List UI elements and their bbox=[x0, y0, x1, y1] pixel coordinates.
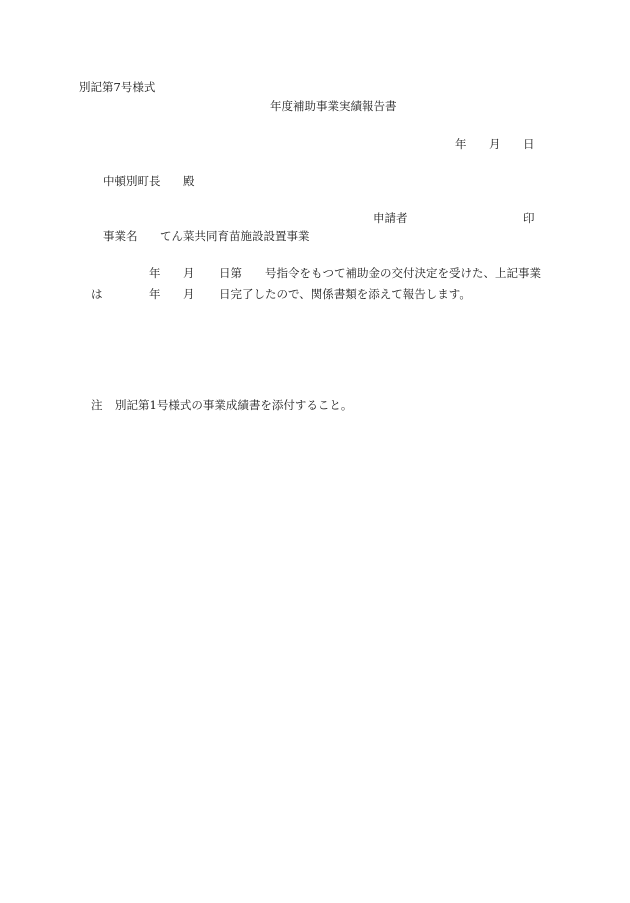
applicant-label: 申請者 bbox=[373, 211, 408, 225]
body-line2-year: 年 bbox=[149, 287, 161, 301]
note-text: 別記第1号様式の事業成績書を添付すること。 bbox=[115, 398, 353, 412]
body-line1-day-number: 日第 bbox=[219, 266, 242, 280]
date-year-label: 年 bbox=[455, 137, 467, 151]
project-name: てん菜共同育苗施設設置事業 bbox=[160, 229, 310, 243]
project-label: 事業名 bbox=[103, 229, 138, 243]
date-month-label: 月 bbox=[489, 137, 501, 151]
seal-mark: 印 bbox=[523, 211, 535, 225]
body-line2-text: 日完了したので、関係書類を添えて報告します。 bbox=[219, 287, 471, 301]
date-day-label: 日 bbox=[523, 137, 535, 151]
body-line2-particle: は bbox=[91, 287, 103, 301]
addressee-name: 中頓別町長 bbox=[103, 174, 161, 188]
note-label: 注 bbox=[91, 398, 103, 412]
body-line1-text: 号指令をもつて補助金の交付決定を受けた、上記事業 bbox=[265, 266, 541, 280]
document-title: 年度補助事業実績報告書 bbox=[270, 99, 397, 113]
body-line1-month: 月 bbox=[183, 266, 195, 280]
form-number: 別記第7号様式 bbox=[79, 80, 156, 94]
body-line2-month: 月 bbox=[183, 287, 195, 301]
body-line1-year: 年 bbox=[149, 266, 161, 280]
addressee-honorific: 殿 bbox=[183, 174, 195, 188]
